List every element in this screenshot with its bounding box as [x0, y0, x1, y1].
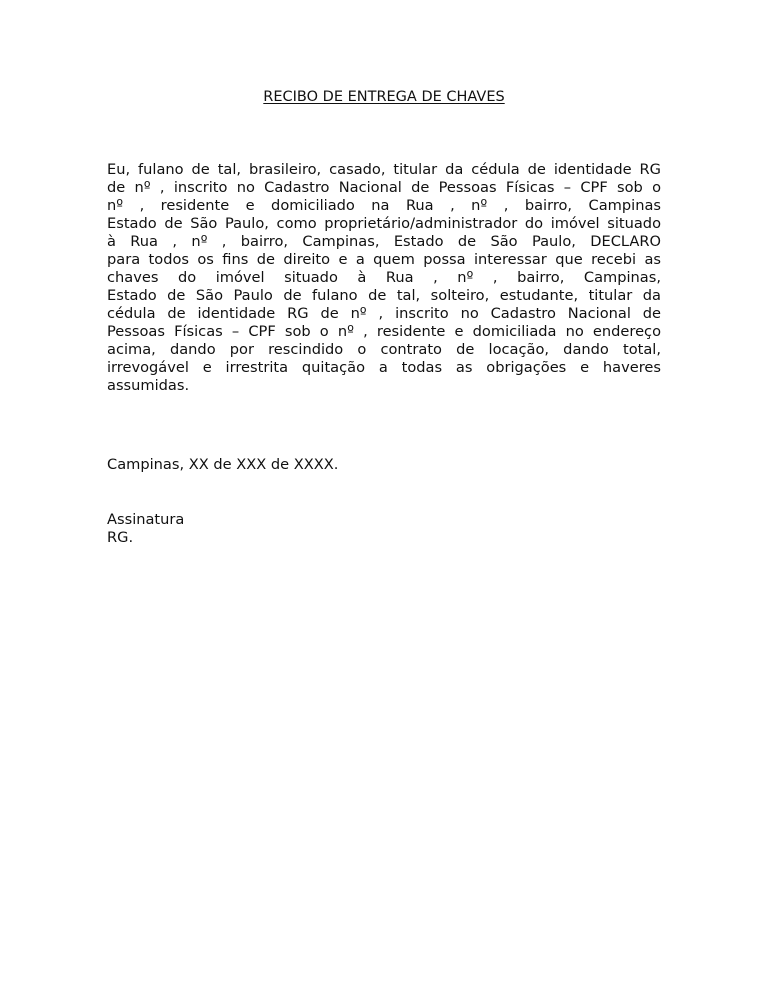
document-title-text: RECIBO DE ENTREGA DE CHAVES [263, 89, 505, 105]
body-line: cédula de identidade RG de nº , inscrito no Cadastro Nacional de [107, 305, 661, 322]
signature-label: Assinatura [107, 511, 185, 528]
body-line: de nº , inscrito no Cadastro Nacional de Pessoas Físicas – CPF sob o [107, 179, 661, 196]
body-line: Estado de São Paulo, como proprietário/administrador do imóvel situado [107, 215, 661, 232]
body-line: Pessoas Físicas – CPF sob o nº , residente e domiciliada no endereço [107, 323, 661, 340]
body-line: assumidas. [107, 377, 190, 394]
body-line: Eu, fulano de tal, brasileiro, casado, titular da cédula de identidade RG [107, 161, 661, 178]
body-line: nº , residente e domiciliado na Rua , nº , bairro, Campinas [107, 197, 661, 214]
document-body [107, 161, 661, 395]
date-line: Campinas, XX de XXX de XXXX. [107, 456, 339, 473]
document-title [0, 89, 768, 105]
rg-label: RG. [107, 529, 134, 546]
signature-block [107, 511, 184, 547]
body-line: chaves do imóvel situado à Rua , nº , bairro, Campinas, [107, 269, 661, 286]
body-line: para todos os fins de direito e a quem possa interessar que recebi as [107, 251, 661, 268]
body-line: acima, dando por rescindido o contrato de locação, dando total, [107, 341, 661, 358]
body-line: irrevogável e irrestrita quitação a todas as obrigações e haveres [107, 359, 661, 376]
body-line: Estado de São Paulo de fulano de tal, solteiro, estudante, titular da [107, 287, 661, 304]
body-line: à Rua , nº , bairro, Campinas, Estado de São Paulo, DECLARO [107, 233, 661, 250]
